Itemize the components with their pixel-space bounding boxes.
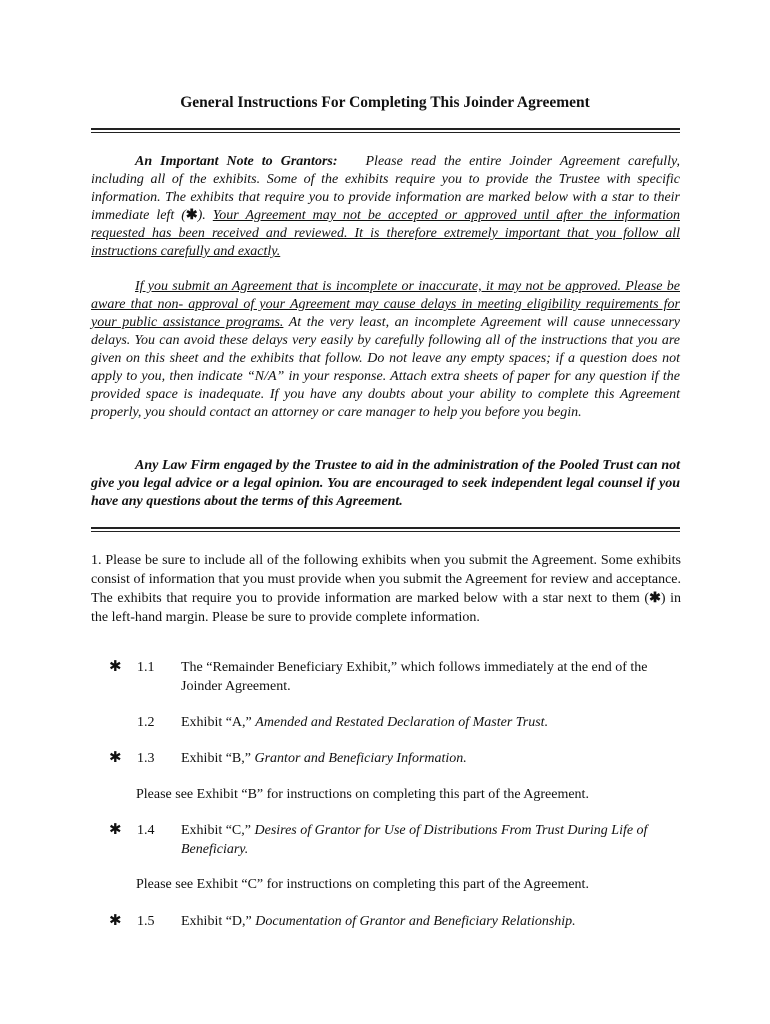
- star-icon: ✱: [109, 822, 122, 838]
- item-text-italic: Documentation of Grantor and Beneficiary Relationship.: [255, 914, 576, 929]
- intro-text-a: 1. Please be sure to include all of the following exhibits when you submit the Agreement. Some exhibits consist of information that you must provide when you submit the Agreement for review and acceptance. The exhibits that require you to provide information are marked below with a star next to them (: [91, 553, 681, 606]
- rule-thin-line: [91, 531, 680, 532]
- see-exhibit-b-note: Please see Exhibit “B” for instructions on completing this part of the Agreement.: [136, 787, 589, 802]
- note-underlined: Your Agreement may not be accepted or approved until after the information requested has been received and reviewed. It is therefore extremely important that you follow all instructions carefully and exactly.: [91, 208, 680, 259]
- warning-underlined: If you submit an Agreement that is incomplete or inaccurate, it may not be approved. Please be aware that non- approval of your Agreement may cause delays in meeting eligibility requirements for your public assistance programs.: [91, 279, 680, 330]
- item-text-plain: Exhibit “A,”: [181, 715, 256, 730]
- warning-text: At the very least, an incomplete Agreement will cause unnecessary delays. You can avoid these delays very easily by carefully following all of the instructions that you are given on this sheet and the exhibits that follow. Do not leave any empty spaces; if a question does not apply to you, then indicate “N/A” in your response. Attach extra sheets of paper for any question if the provided space is inadequate. If you have any doubts about your ability to complete this Agreement properly, you should contact an attorney or care manager to help you before you begin.: [91, 315, 680, 420]
- item-text: [181, 658, 681, 696]
- note-label: An Important Note to Grantors:: [135, 154, 338, 169]
- item-number: 1.1: [137, 660, 155, 675]
- item-number: 1.3: [137, 751, 155, 766]
- item-number: 1.5: [137, 914, 155, 929]
- double-rule-bottom: [91, 527, 680, 532]
- item-number: 1.2: [137, 715, 155, 730]
- see-exhibit-c-note: Please see Exhibit “C” for instructions on completing this part of the Agreement.: [136, 877, 589, 892]
- star-icon: ✱: [109, 913, 122, 929]
- intro-text-b: ) in the left-hand margin. Please be sure to provide complete information.: [91, 591, 681, 625]
- item-text-italic: Desires of Grantor for Use of Distributions From Trust During Life of Beneficiary.: [181, 823, 648, 857]
- item-text-italic: Grantor and Beneficiary Information.: [254, 751, 467, 766]
- item-text-plain: Exhibit “C,”: [181, 823, 255, 838]
- item-text-plain: Exhibit “D,”: [181, 914, 256, 929]
- note-paragraph: [91, 153, 680, 261]
- legal-advice-text: Any Law Firm engaged by the Trustee to aid in the administration of the Pooled Trust can not give you legal advice or a legal opinion. You are encouraged to seek independent legal counsel if you have any questions about the terms of this Agreement.: [91, 458, 680, 509]
- page-title: General Instructions For Completing This Joinder Agreement: [180, 94, 590, 111]
- exhibits-intro: [91, 551, 681, 627]
- rule-thick-line: [91, 527, 680, 529]
- star-icon: ✱: [109, 750, 122, 766]
- star-icon: ✱: [649, 591, 661, 606]
- item-text-plain: Exhibit “B,”: [181, 751, 255, 766]
- rule-thick-line: [91, 128, 680, 130]
- incomplete-warning-paragraph: [91, 278, 680, 422]
- note-text-a: Please read the entire Joinder Agreement carefully, including all of the exhibits. Some of the exhibits require you to provide the Trustee with specific information. The exhibits that require you to provide information are marked below with a star to their immediate left (: [91, 154, 680, 223]
- double-rule-top: [91, 128, 680, 133]
- item-text: [181, 749, 681, 768]
- item-text: [181, 912, 681, 931]
- note-text-b: ).: [197, 208, 213, 223]
- star-icon: ✱: [185, 208, 198, 223]
- item-number: 1.4: [137, 823, 155, 838]
- item-text: [181, 821, 681, 859]
- item-text-italic: Amended and Restated Declaration of Master Trust.: [255, 715, 549, 730]
- item-text: [181, 713, 681, 732]
- star-icon: ✱: [109, 659, 122, 675]
- legal-advice-paragraph: [91, 457, 680, 511]
- item-text-plain: The “Remainder Beneficiary Exhibit,” which follows immediately at the end of the Joinder Agreement.: [181, 660, 648, 694]
- rule-thin-line: [91, 132, 680, 133]
